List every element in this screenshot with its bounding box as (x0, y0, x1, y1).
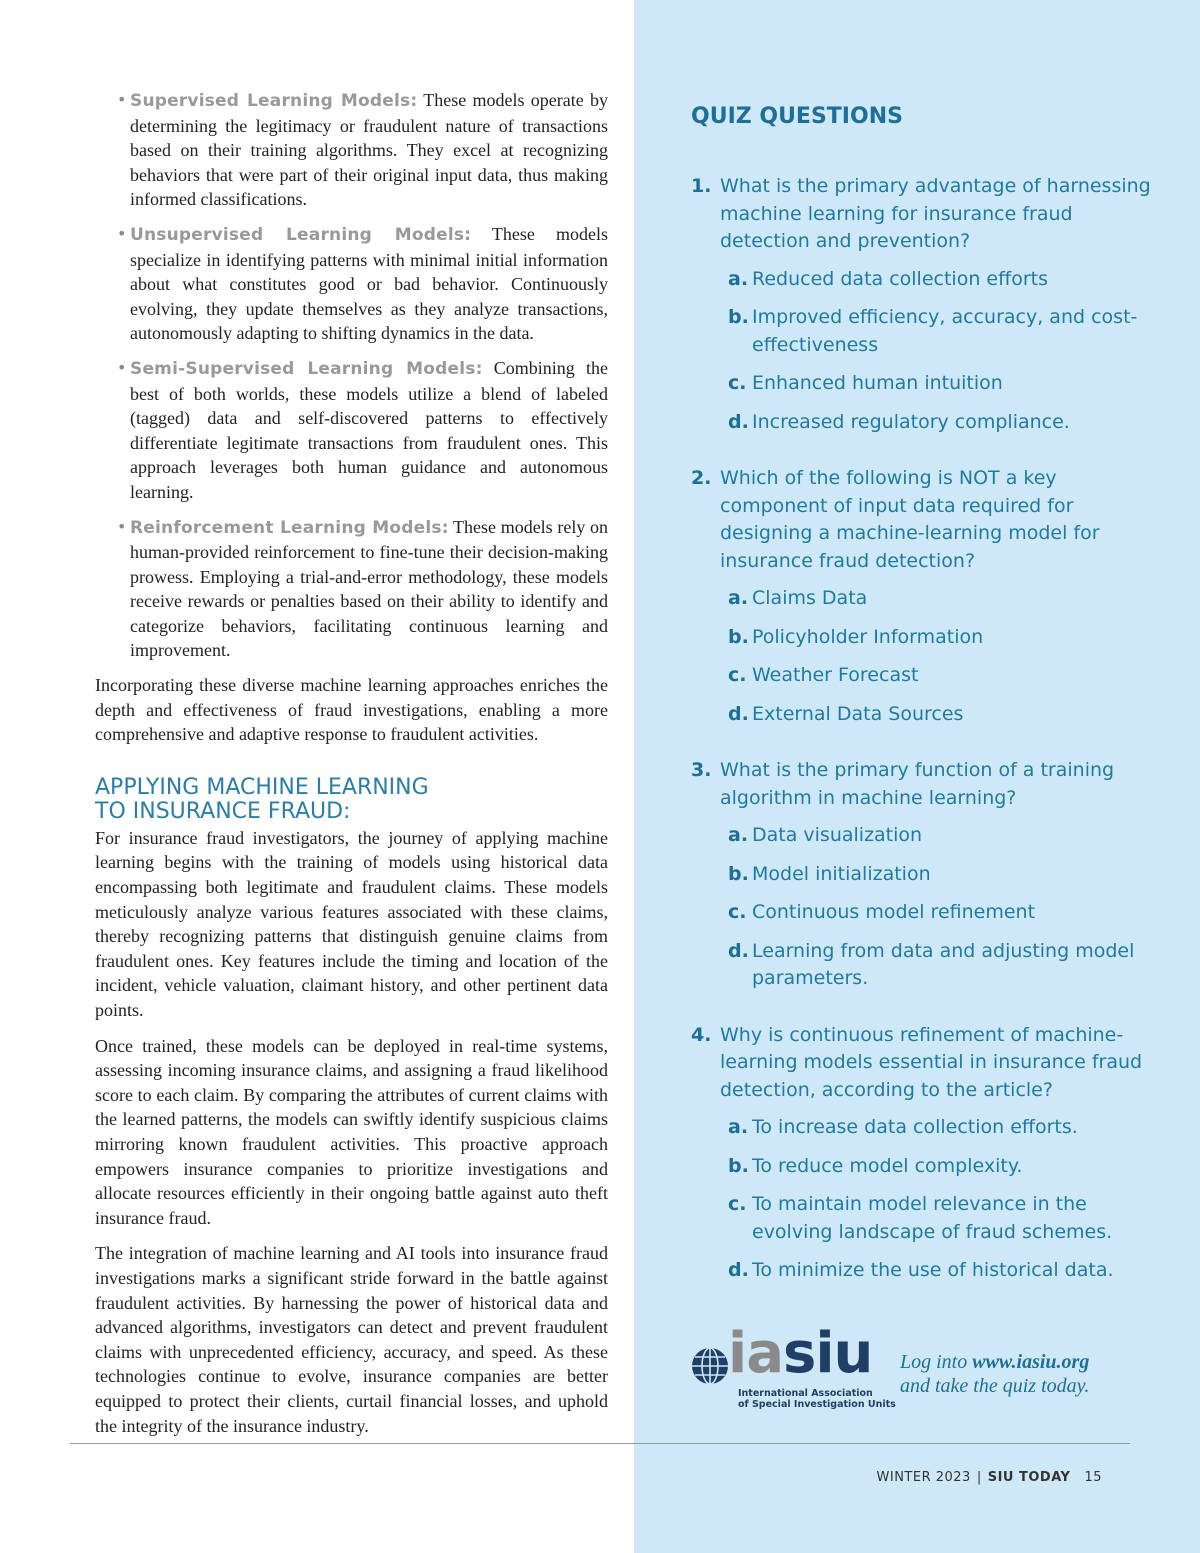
answer-option (691, 938, 1151, 993)
option-text: To reduce model complexity. (752, 1154, 1023, 1177)
list-item-text: Combining the best of both worlds, these models utilize a blend of labeled (tagged) data and self-discovered patterns to effectively differentiate legitimate transactions from fraudulent ones. This approach leverages both human guidance and autonomous learning. (130, 357, 608, 502)
option-letter: c. (728, 664, 747, 686)
question-prompt: What is the primary advantage of harnessing machine learning for insurance fraud detection and prevention? (720, 175, 1151, 252)
question-number: 4. (691, 1023, 712, 1046)
quiz-question (691, 757, 1151, 993)
issue-label: WINTER 2023 (876, 1470, 971, 1485)
list-item (95, 515, 608, 664)
article-column (95, 88, 608, 1449)
answer-option (691, 409, 1151, 437)
option-letter: c. (728, 1193, 747, 1215)
answer-option (691, 1114, 1151, 1142)
answer-option (691, 701, 1151, 729)
option-text: Policyholder Information (752, 625, 984, 648)
intro-paragraph: Incorporating these diverse machine learning approaches enriches the depth and effectiveness of fraud investigations, enabling a more comprehensive and adaptive response to fraudulent activities. (95, 675, 608, 745)
answer-option (691, 1257, 1151, 1285)
option-text: Enhanced human intuition (752, 372, 1003, 394)
question-number: 3. (691, 759, 712, 781)
option-letter: a. (728, 267, 749, 290)
learning-model-list (95, 88, 608, 663)
option-letter: c. (728, 901, 747, 923)
iasiu-link[interactable]: www.iasiu.org (972, 1351, 1090, 1373)
option-letter: d. (728, 702, 749, 725)
option-letter: b. (728, 862, 749, 885)
list-item-text: These models operate by determining the legitimacy or fraudulent nature of transactions based on their training algorithms. They excel at recognizing behaviors that were part of their original input data, thus making informed classifications. (130, 90, 608, 210)
quiz-call-to-action (900, 1350, 1089, 1398)
question-text (691, 1022, 1151, 1105)
option-letter: b. (728, 306, 749, 328)
cta-line-2: and take the quiz today. (900, 1375, 1090, 1397)
option-letter: a. (728, 824, 749, 846)
answer-option (691, 624, 1151, 652)
bullet-icon: • (117, 223, 127, 243)
section-heading-line-1: APPLYING MACHINE LEARNING (95, 774, 429, 800)
answer-option (691, 1191, 1151, 1246)
answer-option (691, 304, 1151, 359)
option-letter: b. (728, 625, 749, 648)
list-item-term: Unsupervised Learning Models: (130, 224, 472, 245)
answer-option (691, 662, 1151, 690)
list-item (95, 356, 608, 505)
section-heading (95, 776, 608, 824)
list-item-term: Reinforcement Learning Models: (130, 517, 449, 538)
question-text (691, 465, 1151, 575)
option-text: Model initialization (752, 862, 931, 885)
option-text: Improved efficiency, accuracy, and cost-effectiveness (752, 306, 1138, 356)
body-paragraph: Once trained, these models can be deployed in real-time systems, assessing incoming insurance claims, and assigning a fraud likelihood score to each claim. By comparing the attributes of current claims with the learned patterns, the models can swiftly identify suspicious claims mirroring known fraudulent activities. This proactive approach empowers insurance companies to prioritize investigations and allocate resources efficiently in their ongoing battle against auto theft insurance fraud. (95, 1035, 608, 1228)
option-text: To maintain model relevance in the evolving landscape of fraud schemes. (752, 1193, 1113, 1243)
page-number: 15 (1084, 1470, 1102, 1485)
option-text: To increase data collection efforts. (752, 1116, 1078, 1138)
option-letter: d. (728, 410, 749, 433)
answer-option (691, 266, 1151, 294)
option-letter: c. (728, 372, 747, 394)
option-text: Reduced data collection efforts (752, 267, 1048, 290)
quiz-question (691, 1022, 1151, 1285)
section-heading-line-2: TO INSURANCE FRAUD: (95, 798, 351, 824)
question-text (691, 173, 1151, 256)
question-prompt: What is the primary function of a training algorithm in machine learning? (720, 759, 1115, 809)
option-text: Increased regulatory compliance. (752, 410, 1070, 433)
list-item (95, 88, 608, 212)
body-paragraph: For insurance fraud investigators, the journey of applying machine learning begins with the training of models using historical data encompassing both legitimate and fraudulent claims. These models meticulously analyze various features associated with these claims, thereby recognizing patterns that distinguish genuine claims from fraudulent ones. Key features include the timing and location of the incident, vehicle valuation, claimant history, and other pertinent data points. (95, 827, 608, 1020)
quiz-question (691, 465, 1151, 728)
magazine-title: SIU TODAY (987, 1470, 1071, 1485)
quiz-question (691, 173, 1151, 436)
answer-option (691, 585, 1151, 613)
quiz-title: QUIZ QUESTIONS (691, 104, 903, 129)
question-text (691, 757, 1151, 812)
option-text: Learning from data and adjusting model parameters. (752, 939, 1135, 989)
quiz-panel (691, 104, 1151, 1314)
option-text: Data visualization (752, 824, 923, 846)
option-text: Claims Data (752, 587, 868, 609)
list-item-text: These models specialize in identifying patterns with minimal initial information about what constitutes good or bad behavior. Continuously evolving, they update themselves as they analyze transactions, autonomously adapting to shifting dynamics in the data. (130, 223, 608, 344)
list-item-text: These models rely on human-provided reinforcement to fine-tune their decision-making prowess. Employing a trial-and-error methodology, these models receive rewards or penalties based on their ability to identify and categorize behaviors, facilitating continuous learning and improvement. (130, 516, 608, 661)
option-text: Continuous model refinement (752, 901, 1036, 923)
bullet-icon: • (117, 90, 127, 109)
option-letter: a. (728, 1116, 749, 1138)
answer-option (691, 1153, 1151, 1181)
option-text: Weather Forecast (752, 664, 919, 686)
logo-wordmark: iasiu (728, 1321, 873, 1386)
option-letter: d. (728, 939, 749, 962)
answer-option (691, 861, 1151, 889)
option-text: External Data Sources (752, 702, 964, 725)
option-text: To minimize the use of historical data. (752, 1259, 1114, 1281)
logo-tagline: International Association of Special Investigation Units (738, 1388, 896, 1410)
cta-prefix: Log into (900, 1351, 973, 1373)
list-item-term: Semi-Supervised Learning Models: (130, 358, 483, 379)
body-paragraph: The integration of machine learning and AI tools into insurance fraud investigations marks a significant stride forward in the battle against fraudulent activities. By harnessing the power of historical data and advanced algorithms, investigators can detect and prevent fraudulent claims with unprecedented efficiency, accuracy, and speed. As these technologies continue to evolve, insurance companies are better equipped to protect their clients, curtail financial losses, and uphold the integrity of the insurance industry. (95, 1243, 608, 1436)
page-footer (877, 1470, 1103, 1485)
footer-separator: | (976, 1470, 982, 1485)
answer-option (691, 899, 1151, 927)
list-item (95, 222, 608, 346)
question-number: 1. (691, 175, 712, 197)
answer-option (691, 370, 1151, 398)
option-letter: b. (728, 1154, 749, 1177)
iasiu-logo (690, 1321, 896, 1411)
bullet-icon: • (117, 516, 127, 536)
question-prompt: Which of the following is NOT a key component of input data required for designing a machine-learning model for insurance fraud detection? (720, 467, 1100, 572)
footer-divider (70, 1443, 1130, 1444)
option-letter: a. (728, 587, 749, 609)
bullet-icon: • (117, 357, 127, 377)
option-letter: d. (728, 1259, 749, 1281)
question-prompt: Why is continuous refinement of machine-learning models essential in insurance fraud detection, according to the article? (720, 1023, 1143, 1101)
list-item-term: Supervised Learning Models: (130, 91, 418, 111)
answer-option (691, 822, 1151, 850)
question-number: 2. (691, 467, 712, 489)
globe-icon (690, 1346, 730, 1386)
